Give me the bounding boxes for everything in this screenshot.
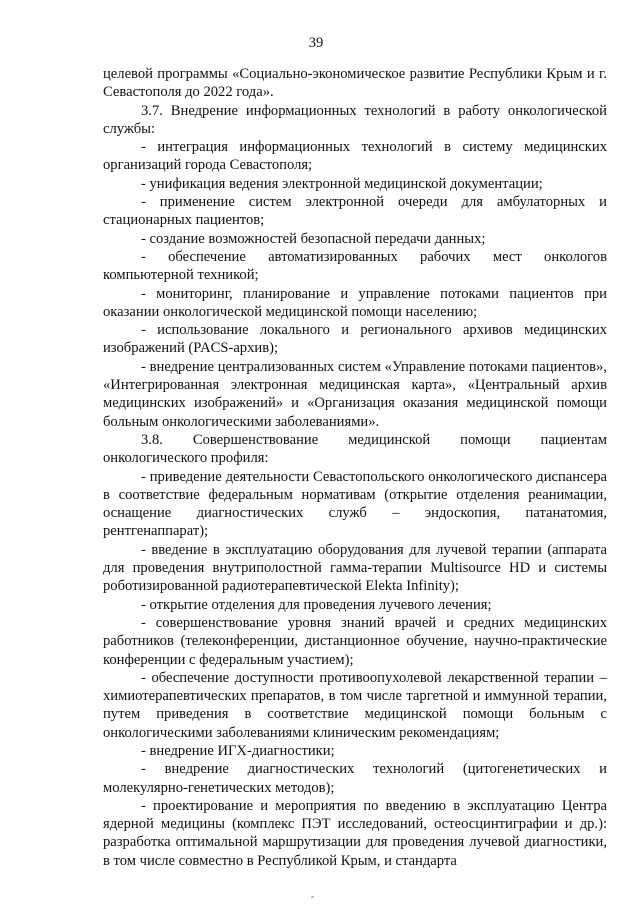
- paragraph: - внедрение централизованных систем «Управление потоками пациентов», «Интегрированная электронная медицинская карта», «Центральный архив медицинских изображений» и «Организация оказания медицинской помощи больным онкологическими заболеваниями».: [103, 358, 607, 430]
- scan-artifact: [311, 896, 314, 898]
- paragraph: - унификация ведения электронной медицинской документации;: [141, 175, 543, 192]
- paragraph: - приведение деятельности Севастопольского онкологического диспансера в соответствие федеральным нормативам (открытие отделения реанимации, оснащение диагностических служб – эндоскопия, патанатомия, рентгенаппарат);: [103, 468, 607, 540]
- paragraph: - обеспечение доступности противоопухолевой лекарственной терапии – химиотерапевтических препаратов, в том числе таргетной и иммунной терапии, путем приведения в соответствие медицинской помощи больным с онкологическими заболеваниями клиническим рекомендациям;: [103, 669, 607, 741]
- paragraph: целевой программы «Социально-экономическое развитие Республики Крым и г. Севастополя до 2022 года».: [103, 66, 607, 101]
- paragraph: - введение в эксплуатацию оборудования для лучевой терапии (аппарата для проведения внутриполостной гамма-терапии Multisource HD и системы роботизированной радиотерапевтической Elekta Infinity);: [103, 541, 607, 595]
- paragraph: - мониторинг, планирование и управление потоками пациентов при оказании онкологической медицинской помощи населению;: [103, 285, 607, 320]
- paragraph: 3.7. Внедрение информационных технологий в работу онкологической службы:: [103, 102, 607, 137]
- paragraph: - совершенствование уровня знаний врачей и средних медицинских работников (телеконференции, дистанционное обучение, научно-практические конференции с федеральным участием);: [103, 614, 607, 668]
- page-number: 39: [308, 35, 324, 51]
- paragraph: - интеграция информационных технологий в систему медицинских организаций города Севастополя;: [103, 139, 607, 174]
- paragraph: - внедрение диагностических технологий (цитогенетических и молекулярно-генетических методов);: [103, 761, 607, 796]
- paragraph: - открытие отделения для проведения лучевого лечения;: [141, 596, 492, 613]
- paragraph: - использование локального и регионального архивов медицинских изображений (PACS-архив);: [103, 322, 607, 357]
- paragraph: - создание возможностей безопасной передачи данных;: [141, 230, 486, 247]
- paragraph: - применение систем электронной очереди для амбулаторных и стационарных пациентов;: [103, 194, 607, 229]
- paragraph: - обеспечение автоматизированных рабочих мест онкологов компьютерной техникой;: [103, 248, 607, 284]
- paragraph: 3.8. Совершенствование медицинской помощи пациентам онкологического профиля:: [103, 431, 607, 467]
- document-body: [103, 65, 607, 870]
- paragraph: - проектирование и мероприятия по введению в эксплуатацию Центра ядерной медицины (комплекс ПЭТ исследований, остеосцинтиграфии и др.): разработка оптимальной маршрутизации для проведения лучевой диагностики, в том числе совместно в Республикой Крым, и стандарта: [103, 797, 607, 869]
- paragraph: - внедрение ИГХ-диагностики;: [141, 742, 335, 759]
